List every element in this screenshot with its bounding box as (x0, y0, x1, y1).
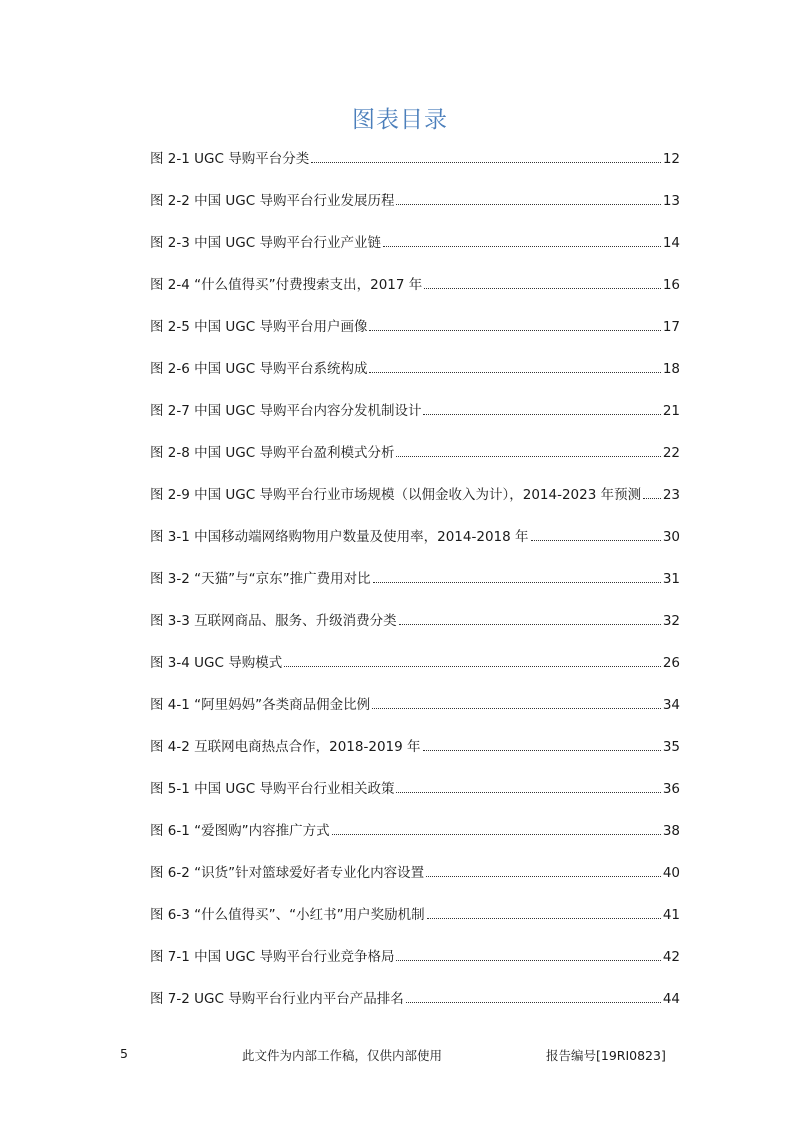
toc-dot-leader (424, 287, 661, 289)
toc-dot-leader (372, 707, 661, 709)
toc-entry-label: 图 3-2 “天猫”与“京东”推广费用对比 (150, 571, 371, 587)
toc-dot-leader (531, 539, 661, 541)
toc-entry-page: 35 (662, 739, 680, 755)
toc-entry[interactable] (150, 232, 680, 274)
toc-entry-label: 图 2-9 中国 UGC 导购平台行业市场规模（以佣金收入为计），2014-2023 年预测 (150, 487, 642, 503)
toc-entry-label: 图 5-1 中国 UGC 导购平台行业相关政策 (150, 781, 395, 797)
toc-entry-page: 13 (662, 193, 680, 209)
toc-entry-label: 图 2-7 中国 UGC 导购平台内容分发机制设计 (150, 403, 422, 419)
toc-dot-leader (311, 161, 661, 163)
toc-dot-leader (373, 581, 661, 583)
toc-entry-page: 44 (662, 991, 680, 1007)
toc-entry[interactable] (150, 736, 680, 778)
toc-entry-label: 图 2-6 中国 UGC 导购平台系统构成 (150, 361, 368, 377)
toc-entry-page: 12 (662, 151, 680, 167)
footer-confidential-note: 此文件为内部工作稿，仅供内部使用 (242, 1048, 443, 1063)
toc-entry-page: 30 (662, 529, 680, 545)
toc-entry[interactable] (150, 610, 680, 652)
toc-dot-leader (643, 497, 661, 499)
toc-entry[interactable] (150, 568, 680, 610)
toc-entry[interactable] (150, 400, 680, 442)
table-of-figures (150, 148, 680, 1030)
toc-entry[interactable] (150, 694, 680, 736)
toc-dot-leader (369, 371, 660, 373)
toc-entry[interactable] (150, 484, 680, 526)
toc-entry[interactable] (150, 904, 680, 946)
toc-entry-label: 图 3-4 UGC 导购模式 (150, 655, 283, 671)
toc-dot-leader (383, 245, 661, 247)
toc-entry[interactable] (150, 652, 680, 694)
toc-entry-page: 17 (662, 319, 680, 335)
toc-dot-leader (396, 203, 660, 205)
toc-entry-label: 图 2-5 中国 UGC 导购平台用户画像 (150, 319, 368, 335)
toc-entry[interactable] (150, 862, 680, 904)
toc-entry-page: 40 (662, 865, 680, 881)
toc-entry-label: 图 3-1 中国移动端网络购物用户数量及使用率，2014-2018 年 (150, 529, 529, 545)
toc-entry-page: 23 (662, 487, 680, 503)
toc-entry-label: 图 4-2 互联网电商热点合作，2018-2019 年 (150, 739, 421, 755)
toc-entry[interactable] (150, 946, 680, 988)
toc-dot-leader (396, 455, 660, 457)
toc-entry-page: 42 (662, 949, 680, 965)
toc-entry-label: 图 2-1 UGC 导购平台分类 (150, 151, 310, 167)
toc-dot-leader (406, 1001, 661, 1003)
toc-entry-label: 图 7-2 UGC 导购平台行业内平台产品排名 (150, 991, 404, 1007)
toc-dot-leader (284, 665, 661, 667)
toc-entry[interactable] (150, 778, 680, 820)
toc-entry-page: 32 (662, 613, 680, 629)
toc-entry-page: 26 (662, 655, 680, 671)
toc-entry-page: 36 (662, 781, 680, 797)
toc-entry-label: 图 2-2 中国 UGC 导购平台行业发展历程 (150, 193, 395, 209)
toc-dot-leader (426, 875, 661, 877)
toc-entry-label: 图 6-3 “什么值得买”、“小红书”用户奖励机制 (150, 907, 425, 923)
toc-dot-leader (332, 833, 661, 835)
toc-entry-label: 图 6-2 “识货”针对篮球爱好者专业化内容设置 (150, 865, 425, 881)
toc-entry[interactable] (150, 274, 680, 316)
footer-report-number: 报告编号[19RI0823] (546, 1048, 666, 1063)
toc-entry[interactable] (150, 316, 680, 358)
toc-entry-label: 图 2-3 中国 UGC 导购平台行业产业链 (150, 235, 381, 251)
toc-entry-page: 38 (662, 823, 680, 839)
toc-entry[interactable] (150, 358, 680, 400)
toc-entry[interactable] (150, 190, 680, 232)
toc-entry-page: 21 (662, 403, 680, 419)
toc-dot-leader (427, 917, 661, 919)
toc-entry-page: 41 (662, 907, 680, 923)
toc-dot-leader (423, 749, 661, 751)
toc-entry-label: 图 3-3 互联网商品、服务、升级消费分类 (150, 613, 397, 629)
page-title: 图表目录 (352, 107, 448, 133)
toc-entry[interactable] (150, 526, 680, 568)
toc-entry-label: 图 2-8 中国 UGC 导购平台盈利模式分析 (150, 445, 395, 461)
toc-entry[interactable] (150, 148, 680, 190)
toc-dot-leader (369, 329, 660, 331)
footer-page-number: 5 (120, 1046, 128, 1061)
toc-entry-page: 16 (662, 277, 680, 293)
toc-dot-leader (399, 623, 661, 625)
toc-entry-label: 图 7-1 中国 UGC 导购平台行业竞争格局 (150, 949, 395, 965)
toc-dot-leader (396, 959, 660, 961)
toc-dot-leader (396, 791, 660, 793)
toc-entry-page: 18 (662, 361, 680, 377)
toc-entry-page: 14 (662, 235, 680, 251)
toc-entry-label: 图 2-4 “什么值得买”付费搜索支出，2017 年 (150, 277, 423, 293)
toc-entry-label: 图 6-1 “爱图购”内容推广方式 (150, 823, 330, 839)
toc-entry-page: 34 (662, 697, 680, 713)
toc-dot-leader (423, 413, 660, 415)
toc-entry[interactable] (150, 820, 680, 862)
toc-entry-label: 图 4-1 “阿里妈妈”各类商品佣金比例 (150, 697, 371, 713)
toc-entry[interactable] (150, 988, 680, 1030)
toc-entry-page: 31 (662, 571, 680, 587)
toc-entry-page: 22 (662, 445, 680, 461)
toc-entry[interactable] (150, 442, 680, 484)
